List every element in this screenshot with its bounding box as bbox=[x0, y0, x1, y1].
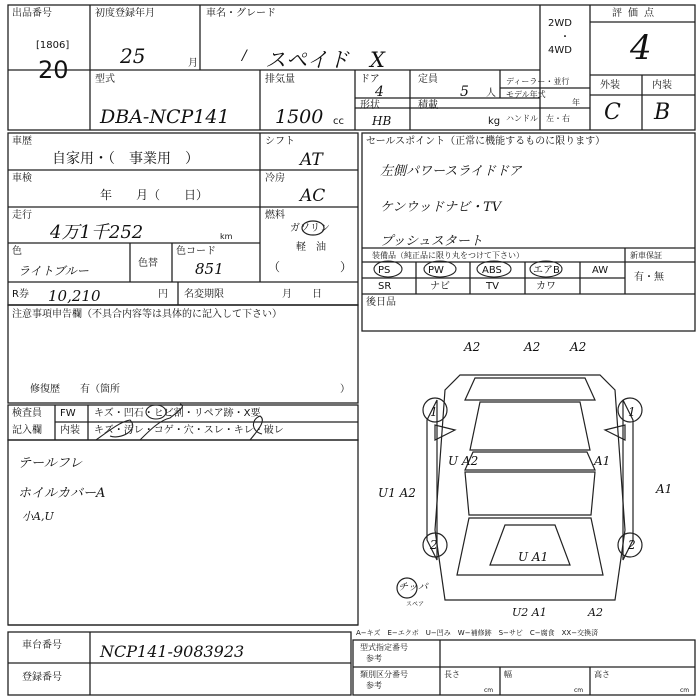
exterior-value: C bbox=[604, 100, 621, 125]
recycle-ticket-label: R券 bbox=[12, 289, 29, 300]
dealer-label: ディーラー・並行 bbox=[506, 77, 570, 86]
yen-unit: 円 bbox=[158, 289, 168, 300]
equipment-pw: PW bbox=[428, 265, 444, 276]
fw-text: キズ・凹石・ヒビ割・リペア跡・X要 bbox=[94, 408, 261, 419]
damage-legend: A−キズ E−エクボ U−凹み W−補修跡 S−サビ C−腐食 XX−交換済 bbox=[356, 629, 599, 637]
person-unit: 人 bbox=[486, 88, 496, 99]
fuel-paren-close: ） bbox=[340, 260, 353, 274]
color-code-label: 色コード bbox=[176, 246, 216, 257]
equipment-abs: ABS bbox=[482, 265, 502, 276]
name-grade-label: 車名・グレード bbox=[206, 8, 276, 19]
diagram-mark-front-right: A2 bbox=[570, 340, 587, 354]
load-label: 積載 bbox=[418, 100, 438, 111]
fuel-gasoline: ガソリン bbox=[290, 223, 330, 234]
equipment-tv: TV bbox=[486, 281, 499, 292]
color-label: 色 bbox=[12, 246, 22, 257]
first-registration-month-unit: 月 bbox=[188, 58, 198, 69]
diagram-mark-right-front-door: A1 bbox=[594, 454, 611, 468]
mileage-value: 4万1千252 bbox=[50, 222, 144, 243]
equipment-label: 装備品（純正品に限り丸をつけて下さい） bbox=[372, 251, 524, 260]
sales-points-label: セールスポイント（正常に機能するものに限ります） bbox=[366, 136, 606, 147]
registration-number-label: 登録番号 bbox=[22, 672, 62, 683]
diagram-mark-front-left: A2 bbox=[464, 340, 481, 354]
interior-inspect-label: 内装 bbox=[60, 425, 80, 436]
history-value: 自家用・（ 事業用 ） bbox=[52, 151, 199, 167]
chassis-number-value: NCP141-9083923 bbox=[100, 642, 245, 661]
ac-label: 冷房 bbox=[265, 173, 285, 184]
first-registration-label: 初度登録年月 bbox=[95, 8, 155, 19]
model-year-label: モデル年式 bbox=[506, 90, 546, 99]
shape-value: HB bbox=[372, 114, 392, 128]
equipment-sr: SR bbox=[378, 281, 392, 292]
diagram-mark-front-center: A2 bbox=[524, 340, 541, 354]
fuel-paren-open: （ bbox=[268, 260, 281, 274]
inspector-note-1: テールフレ bbox=[18, 456, 83, 471]
model-label: 型式 bbox=[95, 74, 115, 85]
color-value: ライトブルー bbox=[18, 264, 89, 278]
recycle-ticket-value: 10,210 bbox=[48, 287, 101, 305]
mileage-label: 走行 bbox=[12, 210, 32, 221]
capacity-label: 定員 bbox=[418, 74, 438, 85]
new-car-warranty-value: 有・無 bbox=[634, 272, 664, 283]
fuel-label: 燃料 bbox=[265, 210, 285, 221]
diagram-mark-rear-bumper: U2 A1 bbox=[512, 606, 547, 619]
shape-label: 形状 bbox=[360, 100, 380, 111]
diagram-mark-rear-glass: U A1 bbox=[518, 550, 549, 564]
diagram-note-sub: スペア bbox=[406, 601, 425, 608]
interior-inspect-text: キズ・汚レ・コゲ・穴・スレ・キレ・破レ bbox=[94, 425, 284, 436]
color-change-label: 色替 bbox=[138, 258, 158, 269]
type-designation-sub: 参考 bbox=[366, 654, 382, 663]
height-label: 高さ bbox=[594, 670, 610, 679]
grade-score-value: 4 bbox=[630, 28, 652, 68]
first-registration-month: / bbox=[242, 48, 247, 64]
category-number-label: 類別区分番号 bbox=[360, 670, 408, 679]
equipment-navi: ナビ bbox=[430, 281, 450, 292]
lot-number-label: 出品番号 bbox=[12, 8, 52, 19]
fw-label: FW bbox=[60, 408, 76, 419]
inspector-scribbles bbox=[90, 400, 280, 444]
repair-history-close: ） bbox=[340, 384, 350, 395]
doors-value: 4 bbox=[375, 84, 384, 100]
year-unit: 年 bbox=[572, 98, 580, 107]
displacement-value: 1500 bbox=[275, 106, 324, 128]
lot-number: 20 bbox=[38, 56, 69, 84]
history-label: 車歴 bbox=[12, 136, 32, 147]
repair-history-label: 修復歴 有（箇所 bbox=[30, 384, 120, 395]
color-code-value: 851 bbox=[195, 260, 224, 278]
ac-value: AC bbox=[300, 186, 326, 206]
doors-label: ドア bbox=[360, 74, 380, 85]
inspection-value: 年 月（ 日） bbox=[100, 188, 209, 202]
diagram-mark-front-right-wheel: 1 bbox=[628, 405, 636, 419]
aftermarket-label: 後日品 bbox=[366, 297, 396, 308]
fuel-diesel: 軽 油 bbox=[296, 242, 326, 253]
shift-value: AT bbox=[300, 150, 323, 170]
diagram-mark-rear-right: A2 bbox=[588, 606, 603, 619]
equipment-circles bbox=[368, 258, 588, 280]
drive-4wd: 4WD bbox=[548, 45, 572, 56]
inspection-label: 車検 bbox=[12, 173, 32, 184]
transfer-deadline-label: 名変期限 bbox=[184, 289, 224, 300]
diagram-mark-left-front-door: U A2 bbox=[448, 454, 479, 468]
category-number-sub: 参考 bbox=[366, 681, 382, 690]
length-cm: cm bbox=[484, 687, 494, 694]
handle-label: ハンドル 左・右 bbox=[506, 114, 570, 123]
lot-sub-number: [1806] bbox=[36, 40, 70, 51]
transfer-deadline-value: 月 日 bbox=[282, 289, 322, 300]
inspector-note-3: 小A,U bbox=[22, 510, 54, 523]
new-car-warranty-label: 新車保証 bbox=[630, 251, 662, 260]
diagram-mark-right-side: A1 bbox=[656, 482, 673, 496]
sales-point-3: プッシュスタート bbox=[380, 234, 483, 249]
width-label: 幅 bbox=[504, 670, 512, 679]
displacement-label: 排気量 bbox=[265, 74, 295, 85]
model-value: DBA-NCP141 bbox=[100, 106, 230, 128]
diagram-mark-rear-left-wheel: 2 bbox=[430, 538, 438, 552]
chassis-number-label: 車台番号 bbox=[22, 640, 62, 651]
km-unit: km bbox=[220, 232, 233, 241]
capacity-value: 5 bbox=[460, 84, 469, 100]
cc-unit: cc bbox=[333, 116, 344, 127]
height-cm: cm bbox=[680, 687, 690, 694]
interior-value: B bbox=[654, 100, 671, 125]
exterior-label: 外装 bbox=[600, 80, 620, 91]
diagram-mark-left-side: U1 A2 bbox=[378, 486, 416, 500]
name-grade-value: スペイド X bbox=[265, 48, 385, 72]
shift-label: シフト bbox=[265, 136, 295, 147]
kg-unit: kg bbox=[488, 116, 501, 127]
sales-point-2: ケンウッドナビ・TV bbox=[380, 200, 502, 215]
diagram-mark-rear-right-wheel: 2 bbox=[628, 538, 636, 552]
equipment-ps: PS bbox=[378, 265, 391, 276]
sales-point-1: 左側パワースライドドア bbox=[380, 164, 522, 179]
grade-score-label: 評価点 bbox=[612, 8, 660, 19]
diagram-mark-front-left-wheel: 1 bbox=[430, 405, 438, 419]
drive-dot: ・ bbox=[560, 32, 570, 43]
equipment-leather: カワ bbox=[536, 281, 556, 292]
first-registration-year: 25 bbox=[120, 44, 146, 68]
equipment-aw: AW bbox=[592, 265, 609, 276]
notes-label: 注意事項申告欄（不具合内容等は具体的に記入して下さい） bbox=[12, 309, 282, 320]
entry-label: 記入欄 bbox=[12, 425, 42, 436]
interior-label: 内装 bbox=[652, 80, 672, 91]
equipment-airbag: エアB bbox=[533, 265, 560, 276]
fuel-gasoline-circle bbox=[300, 219, 326, 237]
inspector-note-2: ホイルカバーA bbox=[18, 486, 106, 501]
drive-2wd: 2WD bbox=[548, 18, 572, 29]
length-label: 長さ bbox=[444, 670, 460, 679]
width-cm: cm bbox=[574, 687, 584, 694]
diagram-note: チッパ bbox=[398, 582, 428, 593]
type-designation-label: 型式指定番号 bbox=[360, 643, 408, 652]
inspector-label: 検査員 bbox=[12, 408, 42, 419]
